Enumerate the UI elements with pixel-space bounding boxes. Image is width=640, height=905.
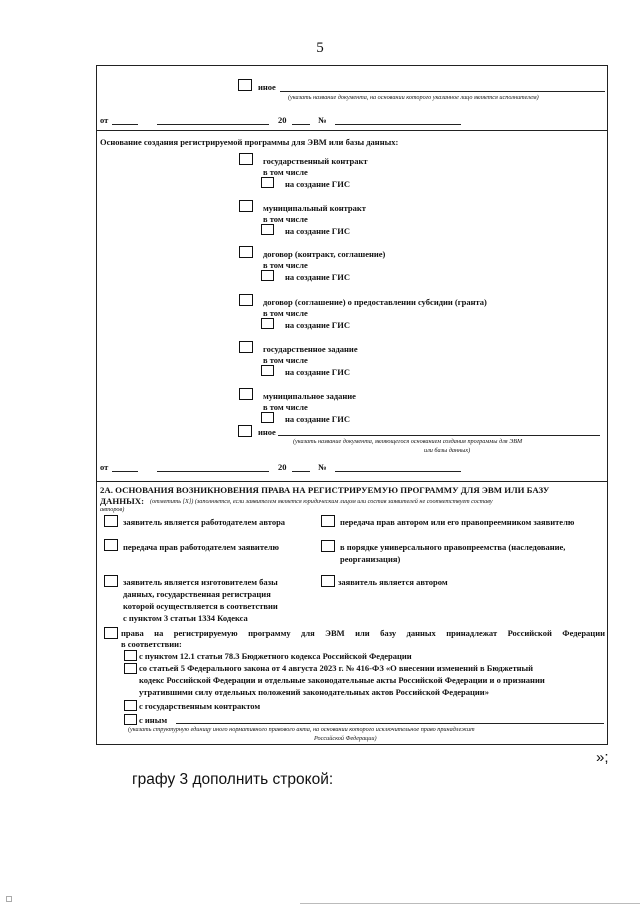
employer-checkbox[interactable] <box>104 515 118 527</box>
basis-option-label: договор (соглашение) о предоставлении субсидии (гранта) <box>263 297 487 307</box>
basis-date-month-line[interactable] <box>157 471 269 472</box>
db-maker-label-3: которой осуществляется в соответствии <box>123 601 278 611</box>
basis-option-including-label: в том числе <box>263 355 308 365</box>
date-day-line[interactable] <box>112 124 138 125</box>
section-2a-heading: 2А. ОСНОВАНИЯ ВОЗНИКНОВЕНИЯ ПРАВА НА РЕГИСТРИРУЕМУЮ ПРОГРАММУ ДЛЯ ЭВМ ИЛИ БАЗУ <box>100 485 550 495</box>
basis-option-label: муниципальный контракт <box>263 203 366 213</box>
basis-date-from-label: от <box>100 462 109 472</box>
basis-date-year-line[interactable] <box>292 471 310 472</box>
basis-other-line[interactable] <box>278 435 600 436</box>
divider <box>96 130 608 131</box>
rf-rights-checkbox[interactable] <box>104 627 118 639</box>
db-maker-label-2: данных, государственная регистрация <box>123 589 271 599</box>
basis-title: Основание создания регистрируемой программы для ЭВМ или базы данных: <box>100 137 399 147</box>
author-label: заявитель является автором <box>338 577 448 587</box>
rf-federal-law-checkbox[interactable] <box>124 663 137 674</box>
rf-other-line[interactable] <box>176 723 604 724</box>
basis-option-label: государственный контракт <box>263 156 368 166</box>
date-month-line[interactable] <box>157 124 269 125</box>
scan-edge-line <box>300 903 640 904</box>
rf-other-checkbox[interactable] <box>124 714 137 725</box>
basis-date-day-line[interactable] <box>112 471 138 472</box>
amendment-text: графу 3 дополнить строкой: <box>132 771 334 788</box>
rf-rights-label-2: в соответствии: <box>121 639 182 649</box>
closing-mark: »; <box>596 749 609 766</box>
author-checkbox[interactable] <box>321 575 335 587</box>
basis-gis-checkbox[interactable] <box>261 412 274 423</box>
basis-gis-label: на создание ГИС <box>285 179 350 189</box>
transfer-employer-checkbox[interactable] <box>104 539 118 551</box>
basis-gis-label: на создание ГИС <box>285 367 350 377</box>
section-2a-note: (отметить [X]) (заполняется, если заявителем является юридическим лицом или состав заявителей не соответствует составу <box>150 498 493 505</box>
rf-other-note-2: Российской Федерации) <box>314 735 377 742</box>
basis-gis-checkbox[interactable] <box>261 224 274 235</box>
basis-doc-number-line[interactable] <box>335 471 461 472</box>
db-maker-checkbox[interactable] <box>104 575 118 587</box>
basis-option-including-label: в том числе <box>263 308 308 318</box>
transfer-employer-label: передача прав работодателем заявителю <box>123 542 280 552</box>
basis-option-including-label: в том числе <box>263 402 308 412</box>
rf-rights-label-1: права на регистрируемую программу для ЭВМ или базу данных принадлежат Российской Федерации <box>121 628 605 638</box>
basis-other-label: иное <box>258 427 276 437</box>
page-number: 5 <box>316 40 324 56</box>
basis-gis-checkbox[interactable] <box>261 365 274 376</box>
basis-gis-label: на создание ГИС <box>285 226 350 236</box>
rf-state-contract-checkbox[interactable] <box>124 700 137 711</box>
db-maker-label-4: с пунктом 3 статьи 1334 Кодекса <box>123 613 248 623</box>
rf-budget-code-label: с пунктом 12.1 статьи 78.3 Бюджетного кодекса Российской Федерации <box>139 651 412 661</box>
section-2a-heading-2: ДАННЫХ: <box>100 496 145 506</box>
basis-gis-label: на создание ГИС <box>285 272 350 282</box>
basis-option-including-label: в том числе <box>263 214 308 224</box>
basis-option-checkbox[interactable] <box>239 341 253 353</box>
scan-mark <box>6 896 12 902</box>
basis-option-including-label: в том числе <box>263 167 308 177</box>
basis-gis-checkbox[interactable] <box>261 177 274 188</box>
rf-federal-law-label-2: кодекс Российской Федерации и отдельные законодательные акты Российской Федерации и о признании <box>139 675 545 685</box>
universal-succession-label-1: в порядке универсального правопреемства (наследование, <box>340 542 566 552</box>
rf-other-label: с иным <box>139 715 168 725</box>
basis-option-checkbox[interactable] <box>239 200 253 212</box>
section-2a-note-2: авторов) <box>100 506 125 513</box>
doc-number-line[interactable] <box>335 124 461 125</box>
basis-other-note-2: или базы данных) <box>424 447 471 454</box>
basis-gis-checkbox[interactable] <box>261 270 274 281</box>
doc-number-label: № <box>318 115 327 125</box>
basis-date-year-label: 20 <box>278 462 287 472</box>
rf-federal-law-label-3: утратившими силу отдельных положений законодательных актов Российской Федерации» <box>139 687 489 697</box>
rf-state-contract-label: с государственным контрактом <box>139 701 261 711</box>
basis-other-checkbox[interactable] <box>238 425 252 437</box>
transfer-author-label: передача прав автором или его правопреемником заявителю <box>340 517 575 527</box>
basis-option-label: муниципальное задание <box>263 391 356 401</box>
universal-succession-checkbox[interactable] <box>321 540 335 552</box>
other-executor-line <box>280 91 605 92</box>
basis-option-checkbox[interactable] <box>239 294 253 306</box>
rf-other-note-1: (указать структурную единицу иного нормативного правового акта, на основании которого исключительное право принадлежит <box>128 726 475 733</box>
basis-gis-checkbox[interactable] <box>261 318 274 329</box>
basis-option-label: государственное задание <box>263 344 358 354</box>
basis-option-checkbox[interactable] <box>239 153 253 165</box>
other-executor-note: (указать название документа, на основании которого указанное лицо является исполнителем) <box>288 94 539 101</box>
basis-gis-label: на создание ГИС <box>285 320 350 330</box>
date-year-label: 20 <box>278 115 287 125</box>
basis-option-label: договор (контракт, соглашение) <box>263 249 386 259</box>
basis-gis-label: на создание ГИС <box>285 414 350 424</box>
basis-option-checkbox[interactable] <box>239 388 253 400</box>
rf-federal-law-label-1: со статьей 5 Федерального закона от 4 августа 2023 г. № 416-ФЗ «О внесении изменений в Бюджетный <box>139 663 534 673</box>
divider <box>96 481 608 482</box>
basis-option-checkbox[interactable] <box>239 246 253 258</box>
basis-option-including-label: в том числе <box>263 260 308 270</box>
other-executor-label: иное <box>258 82 276 92</box>
rf-budget-code-checkbox[interactable] <box>124 650 137 661</box>
other-executor-checkbox[interactable] <box>238 79 252 91</box>
date-from-label: от <box>100 115 109 125</box>
universal-succession-label-2: реорганизация) <box>340 554 401 564</box>
basis-other-note-1: (указать название документа, являющегося основанием создания программы для ЭВМ <box>293 438 523 445</box>
employer-label: заявитель является работодателем автора <box>123 517 286 527</box>
db-maker-label-1: заявитель является изготовителем базы <box>123 577 278 587</box>
date-year-line[interactable] <box>292 124 310 125</box>
basis-doc-number-label: № <box>318 462 327 472</box>
transfer-author-checkbox[interactable] <box>321 515 335 527</box>
